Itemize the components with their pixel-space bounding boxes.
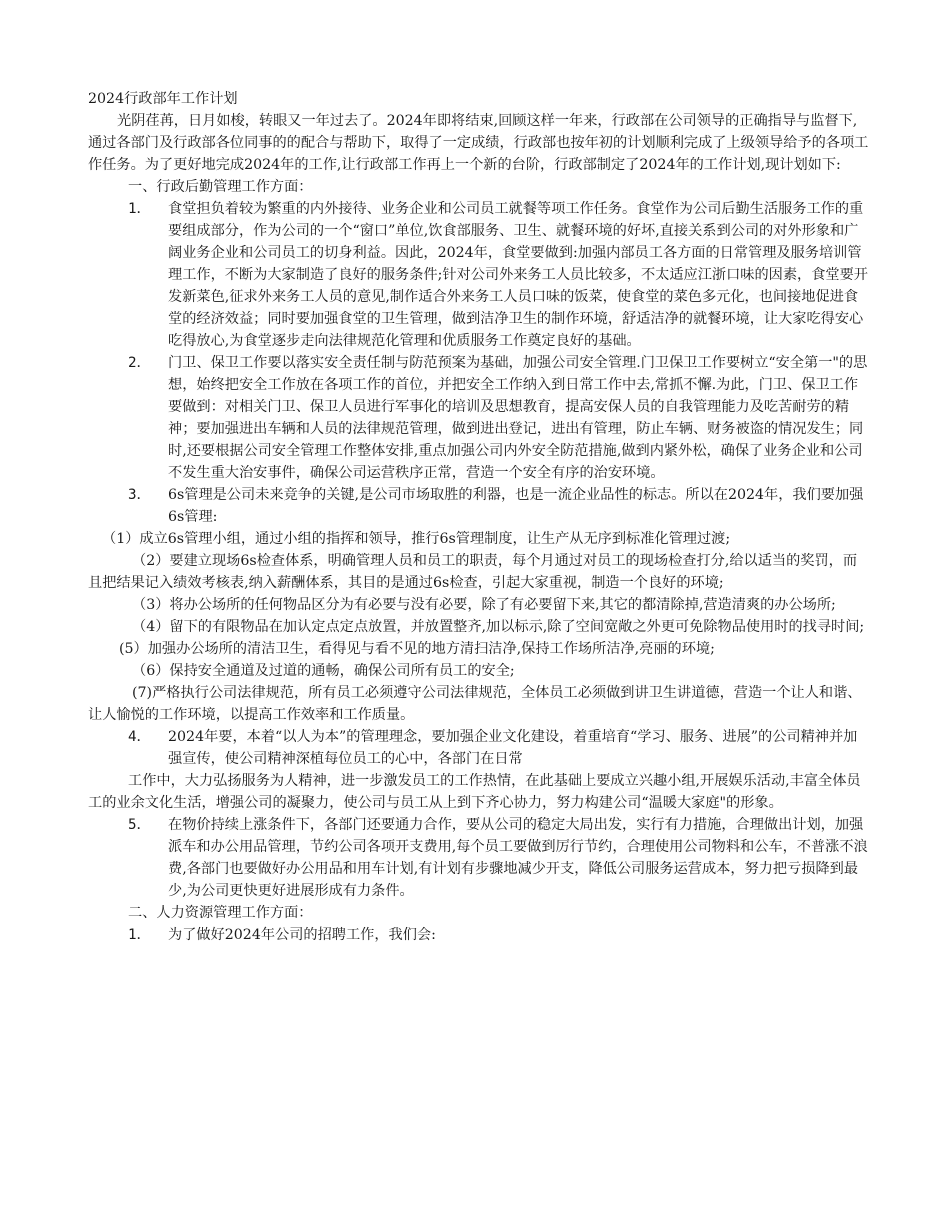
sub-item-4: （4）留下的有限物品在加认定点定点放置，并放置整齐,加以标示,除了空间宽敞之外更可免除物品使用时的找寻时间; xyxy=(132,619,865,635)
sub-item-6: （6）保持安全通道及过道的通畅，确保公司所有员工的安全; xyxy=(132,663,515,679)
list-number: 5． xyxy=(128,817,151,833)
list-item-text: 食堂担负着较为繁重的内外接待、业务企业和公司员工就餐等项工作任务。食堂作为公司后勤生活服务工作的重要组成部分，作为公司的一个“窗口”单位,饮食部服务、卫生、就餐环境的好坏,直接关系到公司的对外形象和广阔业务企业和公司员工的切身利益。因此，2024年，食堂要做到:加强内部员工各方面的日常管理及服务培训管理工作，不断为大家制造了良好的服务条件;针对公司外来务工人员比较多，不太适应江浙口味的因素，食堂要开发新菜色,征求外来务工人员的意见,制作适合外来务工人员口味的饭菜，使食堂的菜色多元化，也间接地促进食堂的经济效益；同时要加强食堂的卫生管理，做到洁净卫生的制作环境，舒适洁净的就餐环境，让大家吃得安心吃得放心,为食堂逐步走向法律规范化管理和优质服务工作奠定良好的基础。 xyxy=(168,201,868,349)
list-item-text: 6s管理是公司未来竞争的关键,是公司市场取胜的利器，也是一流企业品性的标志。所以在2024年，我们要加强6s管理: xyxy=(168,487,864,525)
list-number: 2． xyxy=(128,355,151,371)
document-page xyxy=(88,88,870,946)
sub-item-5: (5）加强办公场所的清洁卫生，看得见与看不见的地方清扫洁净,保持工作场所洁净,亮丽的环境; xyxy=(119,641,715,657)
list-number: 3． xyxy=(128,487,151,503)
list-item-cost xyxy=(88,814,870,902)
list-item-canteen xyxy=(88,198,870,352)
culture-continuation: 工作中，大力弘扬服务为人精神，进一步激发员工的工作热情，在此基础上要成立兴趣小组,开展娱乐活动,丰富全体员工的业余文化生活，增强公司的凝聚力，使公司与员工从上到下齐心协力，努力构建公司“温暖大家庭"的形象。 xyxy=(88,773,861,811)
list-item-culture xyxy=(88,726,870,770)
sub-item-1: （1）成立6s管理小组，通过小组的指挥和领导，推行6s管理制度，让生产从无序到标准化管理过渡; xyxy=(102,531,731,547)
section-heading-admin: 一、行政后勤管理工作方面： xyxy=(128,179,313,195)
list-item-text: 2024年要，本着“以人为本”的管理理念，要加强企业文化建设，着重培育“学习、服务、进展”的公司精神并加强宣传，使公司精神深植每位员工的心中，各部门在日常 xyxy=(168,729,858,767)
list-item-text: 门卫、保卫工作要以落实安全责任制与防范预案为基础，加强公司安全管理.门卫保卫工作要树立“安全第一"的思想，始终把安全工作放在各项工作的首位，并把安全工作纳入到日常工作中去,常抓不懈.为此，门卫、保卫工作要做到：对相关门卫、保卫人员进行军事化的培训及思想教育，提高安保人员的自我管理能力及吃苦耐劳的精神；要加强进出车辆和人员的法律规范管理，做到进出登记，进出有管理，防止车辆、财务被盗的情况发生；同时,还要根据公司安全管理工作整体安排,重点加强公司内外安全防范措施,做到内紧外松，确保了业务企业和公司不发生重大治安事件，确保公司运营秩序正常，营造一个安全有序的治安环境。 xyxy=(168,355,868,481)
section-heading-hr: 二、人力资源管理工作方面： xyxy=(128,905,313,921)
list-number: 4． xyxy=(128,729,151,745)
doc-title: 2024行政部年工作计划 xyxy=(88,91,238,107)
sub-item-3: （3）将办公场所的任何物品区分为有必要与没有必要，除了有必要留下来,其它的都清除掉,营造清爽的办公场所; xyxy=(132,597,836,613)
list-item-6s xyxy=(88,484,870,528)
intro-paragraph: 光阴荏苒，日月如梭，转眼又一年过去了。2024年即将结束,回顾这样一年来，行政部在公司领导的正确指导与监督下,通过各部门及行政部各位同事的的配合与帮助下，取得了一定成绩，行政部也按年初的计划顺利完成了上级领导给予的各项工作任务。为了更好地完成2024年的工作,让行政部工作再上一个新的台阶，行政部制定了2024年的工作计划,现计划如下: xyxy=(88,113,869,173)
sub-item-2: （2）要建立现场6s检查体系，明确管理人员和员工的职责，每个月通过对员工的现场检查打分,给以适当的奖罚，而且把结果记入绩效考核表,纳入薪酬体系，其目的是通过6s检查，引起大家重视，制造一个良好的环境; xyxy=(88,553,858,591)
list-number: 1． xyxy=(128,927,151,943)
list-item-security xyxy=(88,352,870,484)
list-item-text: 在物价持续上涨条件下，各部门还要通力合作，要从公司的稳定大局出发，实行有力措施，合理做出计划，加强派车和办公用品管理，节约公司各项开支费用,每个员工要做到厉行节约，合理使用公司物料和公车，不普涨不浪费,各部门也要做好办公用品和用车计划,有计划有步骤地减少开支，降低公司服务运营成本，努力把亏损降到最少,为公司更快更好进展形成有力条件。 xyxy=(168,817,868,899)
list-item-text: 为了做好2024年公司的招聘工作，我们会: xyxy=(168,927,436,943)
sub-item-7: (7)严格执行公司法律规范，所有员工必须遵守公司法律规范，全体员工必须做到讲卫生讲道德，营造一个让人和谐、让人愉悦的工作环境，以提高工作效率和工作质量。 xyxy=(88,685,862,723)
list-number: 1． xyxy=(128,201,151,217)
list-item-recruit xyxy=(88,924,870,946)
